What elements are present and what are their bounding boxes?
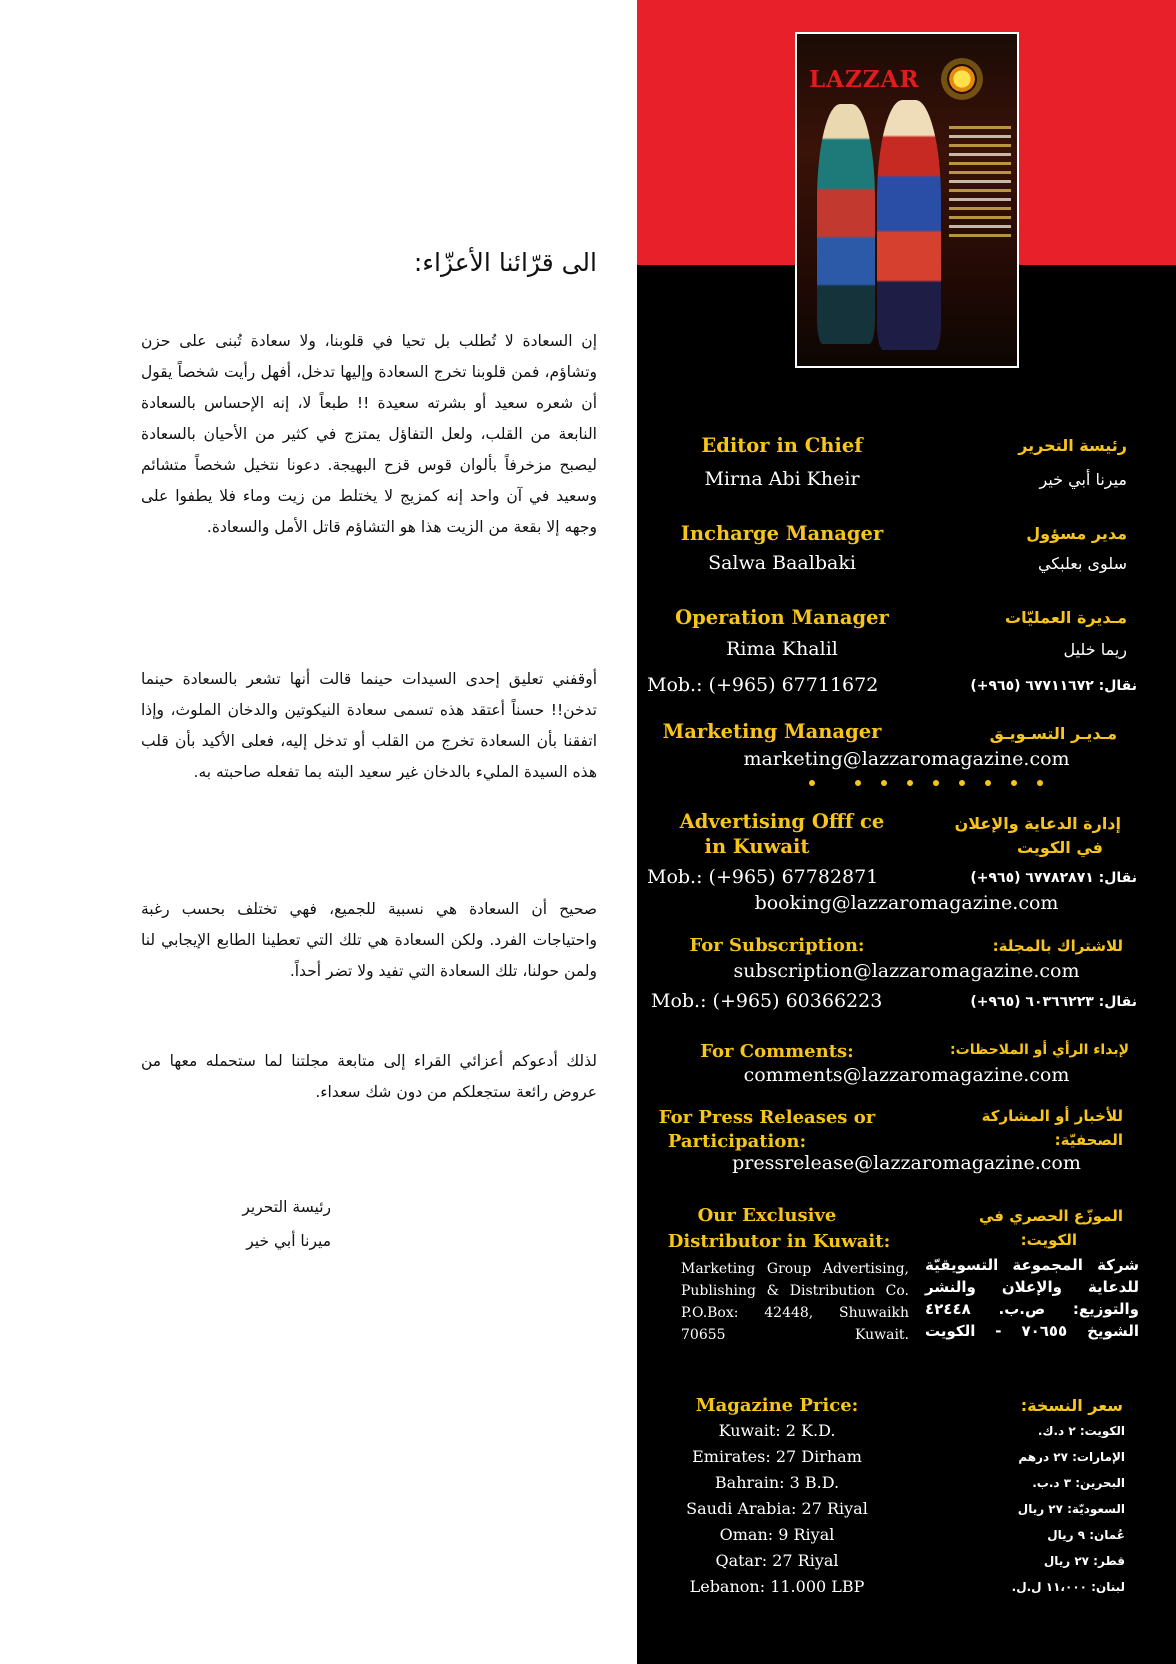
- marketing-title-ar: مـديـر التسـويـق: [989, 724, 1117, 743]
- subscription-title-ar: للاشتراك بالمجلة:: [992, 937, 1123, 955]
- price-list-ar: [937, 1418, 1125, 1600]
- cover-model-left: [817, 104, 875, 344]
- incharge-title-en: Incharge Manager: [680, 522, 884, 545]
- sun-logo-icon: [947, 64, 977, 94]
- incharge-name-en: Salwa Baalbaki: [708, 552, 856, 574]
- subscription-email[interactable]: subscription@lazzaromagazine.com: [733, 960, 1080, 982]
- price-item-en: Emirates: 27 Dirham: [692, 1447, 862, 1466]
- price-item-en: Qatar: 27 Riyal: [715, 1551, 839, 1570]
- price-title-en: Magazine Price:: [695, 1395, 859, 1416]
- letter-paragraph-3: صحيح أن السعادة هي نسبية للجميع، فهي تختلف بحسب رغبة واحتياجات الفرد. ولكن السعادة هي تلك التي تعطينا الطابع الإيجابي لنا ولمن حولنا، تلك السعادة التي تفيد ولا تضر أحداً.: [141, 900, 597, 980]
- letter-heading: الى قرّائنا الأعزّاء:: [413, 248, 597, 277]
- cover-model-right: [877, 100, 941, 350]
- advertising-title-ar-2: في الكويت: [1016, 838, 1103, 857]
- price-item-en: Saudi Arabia: 27 Riyal: [686, 1499, 868, 1518]
- distributor-address-en: Marketing Group Advertising, Publishing & Distribution Co. P.O.Box: 42448, Shuwaikh 70655 Kuwait.: [681, 1261, 909, 1343]
- subscription-mobile-ar: نقال: ٦٠٣٦٦٢٢٣ (٩٦٥+): [970, 994, 1137, 1010]
- operation-title-en: Operation Manager: [675, 606, 889, 629]
- press-email[interactable]: pressrelease@lazzaromagazine.com: [732, 1152, 1081, 1174]
- magazine-cover-image: [795, 32, 1019, 368]
- editor-title-ar: رئيسة التحرير: [1018, 436, 1127, 455]
- operation-title-ar: مـديرة العمليّات: [1005, 608, 1127, 627]
- price-item-ar: الكويت: ٢ د.ك.: [1037, 1424, 1125, 1438]
- press-title-en-1: For Press Releases or: [658, 1107, 876, 1128]
- price-item-ar: البحرين: ٣ د.ب.: [1032, 1476, 1125, 1490]
- marketing-email[interactable]: marketing@lazzaromagazine.com: [743, 748, 1070, 770]
- price-item-ar: لبنان: ١١،٠٠٠ ل.ل.: [1011, 1580, 1125, 1594]
- price-item-ar: قطر: ٢٧ ريال: [1043, 1554, 1125, 1568]
- cover-headlines: [949, 126, 1011, 243]
- comments-title-en: For Comments:: [700, 1041, 854, 1062]
- distributor-title-ar-1: الموزّع الحصري في: [978, 1207, 1123, 1225]
- letter-paragraph-1: إن السعادة لا تُطلب بل تحيا في قلوبنا، ولا سعادة تُبنى على حزن وتشاؤم، فمن قلوبنا تخرج السعادة وإليها تدخل، أفهل رأيت شخصاً يقول أن شعره سعيد أو بشرته سعيدة !! طبعاً لا، إنه الإحساس بالسعادة النابعة من القلب، ولعل التفاؤل يمتزج في كثير من الأحيان بالسعادة ليصبح مزخرفاً بألوان قوس قزح البهيجة. دعونا نتخيل شخصاً متشائم وسعيد في آن واحد إنه كمزيج لا يختلط من زيت وماء فلا يطفوا على وجهه إلا بقعة من الزيت هذا هو التشاؤم قاتل الأمل والسعادة.: [141, 332, 597, 536]
- advertising-title-ar-1: إدارة الدعاية والإعلان: [954, 814, 1121, 833]
- marketing-title-en: Marketing Manager: [662, 720, 882, 743]
- distributor-address-ar: شركة المجموعة التسويقيّة للدعاية والإعلان والنشر والتوزيع: ص.ب. ٤٢٤٤٨ الشويخ ٧٠٦٥٥ - الكويت: [925, 1256, 1139, 1340]
- press-title-ar-2: الصحفيّة:: [1054, 1131, 1123, 1149]
- subscription-title-en: For Subscription:: [689, 935, 865, 956]
- operation-name-ar: ريما خليل: [1063, 640, 1127, 659]
- distributor-title-ar-2: الكويت:: [1020, 1231, 1077, 1249]
- advertising-email[interactable]: booking@lazzaromagazine.com: [754, 892, 1059, 914]
- price-item-ar: السعوديّة: ٢٧ ريال: [1017, 1502, 1125, 1516]
- signature-name: ميرنا أبي خير: [246, 1232, 331, 1250]
- operation-name-en: Rima Khalil: [726, 638, 838, 660]
- distributor-title-en-2: Distributor in Kuwait:: [667, 1231, 891, 1252]
- advertising-mobile-ar: نقال: ٦٧٧٨٢٨٧١ (٩٦٥+): [970, 870, 1137, 886]
- comments-title-ar: لإبداء الرأي أو الملاحظات:: [950, 1042, 1129, 1058]
- price-list-en: [647, 1418, 907, 1600]
- masthead-column: [637, 0, 1176, 1664]
- price-item-en: Oman: 9 Riyal: [719, 1525, 835, 1544]
- advertising-title-en-1: Advertising Offf ce: [679, 810, 885, 833]
- advertising-mobile-en: Mob.: (+965) 67782871: [647, 866, 879, 888]
- price-item-en: Bahrain: 3 B.D.: [714, 1473, 840, 1492]
- cover-logo: LAZZAR: [809, 66, 920, 93]
- editor-title-en: Editor in Chief: [701, 434, 863, 457]
- press-title-en-2: Participation:: [667, 1131, 807, 1152]
- press-title-ar-1: للأخبار أو المشاركة: [981, 1107, 1123, 1125]
- signature-title: رئيسة التحرير: [242, 1198, 331, 1216]
- price-title-ar: سعر النسخة:: [1020, 1396, 1123, 1415]
- dot-separator: [637, 780, 1176, 790]
- operation-mobile-ar: نقال: ٦٧٧١١٦٧٢ (٩٦٥+): [970, 678, 1137, 694]
- price-item-ar: الإمارات: ٢٧ درهم: [1018, 1450, 1125, 1464]
- operation-mobile-en: Mob.: (+965) 67711672: [647, 674, 879, 696]
- subscription-mobile-en: Mob.: (+965) 60366223: [651, 990, 883, 1012]
- advertising-title-en-2: in Kuwait: [704, 835, 810, 858]
- comments-email[interactable]: comments@lazzaromagazine.com: [743, 1064, 1070, 1086]
- editor-name-en: Mirna Abi Kheir: [704, 468, 860, 490]
- letter-paragraph-2: أوقفني تعليق إحدى السيدات حينما قالت أنها تشعر بالسعادة حينما تدخن!! حسناً أعتقد هذه تسمى سعادة النيكوتين والدخان الملوث، وإذا اتفقنا بأن السعادة تخرج من القلب أو تدخل إليه، فعلى الأكيد بأن قلب هذه السيدة المليء بالدخان غير سعيد البته بما تفعله صاحبته به.: [141, 670, 597, 781]
- editor-name-ar: ميرنا أبي خير: [1039, 470, 1127, 489]
- price-item-en: Lebanon: 11.000 LBP: [689, 1577, 865, 1596]
- price-item-ar: عُمان: ٩ ريال: [1047, 1528, 1125, 1542]
- letter-paragraph-4: لذلك أدعوكم أعزائي القراء إلى متابعة مجلتنا لما ستحمله معها من عروض رائعة ستجعلكم من دون شك سعداء.: [141, 1052, 597, 1101]
- distributor-title-en-1: Our Exclusive: [697, 1205, 837, 1226]
- price-item-en: Kuwait: 2 K.D.: [718, 1421, 836, 1440]
- incharge-title-ar: مدير مسؤول: [1026, 524, 1127, 543]
- incharge-name-ar: سلوى بعلبكي: [1037, 554, 1127, 573]
